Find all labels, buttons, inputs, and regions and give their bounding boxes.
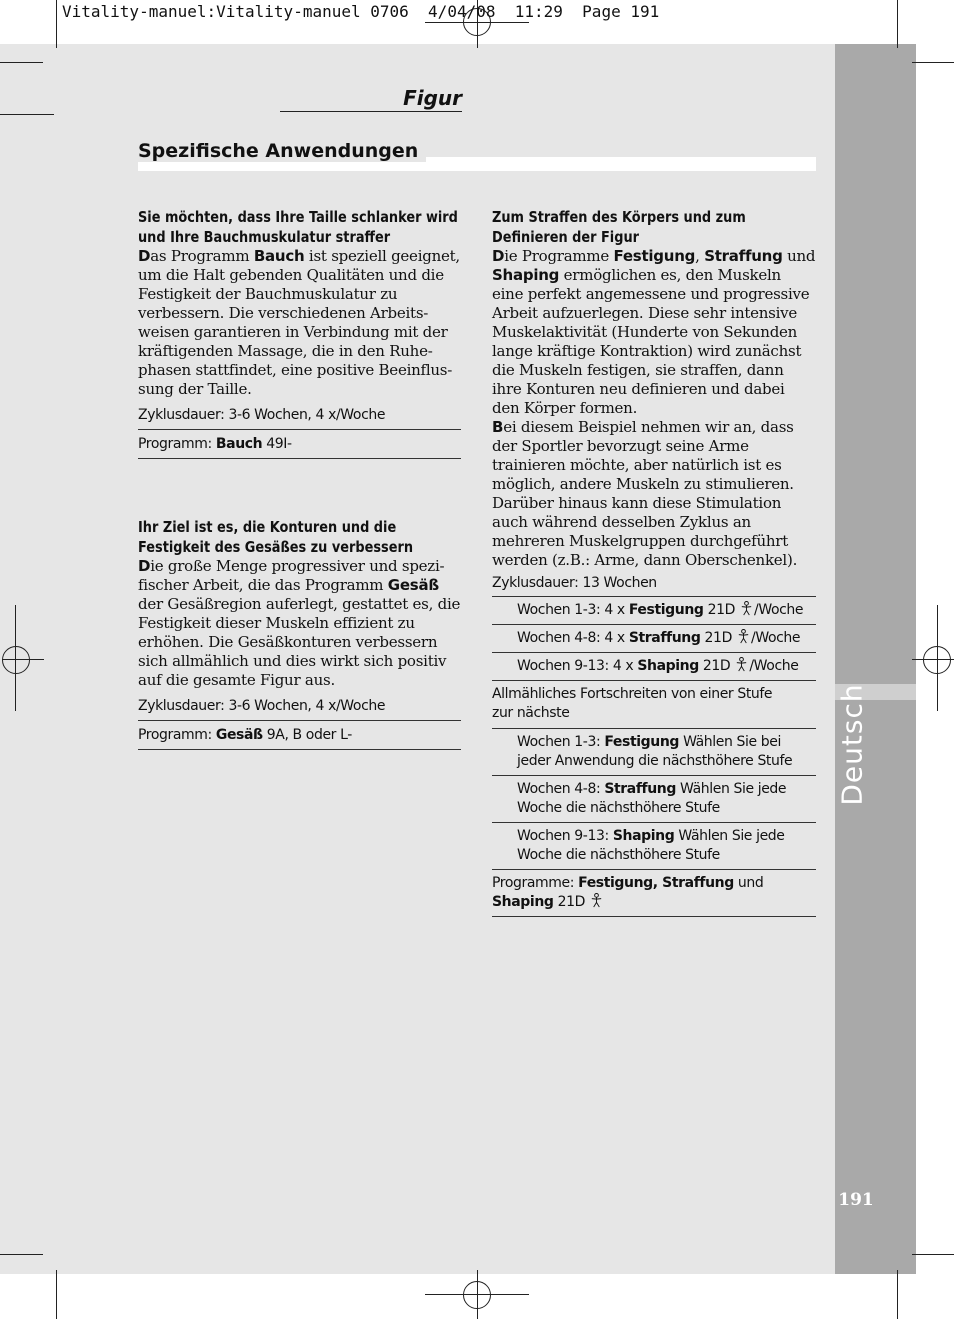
program-name: Straffung bbox=[604, 781, 676, 797]
crop-mark bbox=[912, 62, 954, 63]
registration-mark-icon bbox=[2, 646, 30, 674]
crop-mark bbox=[912, 1254, 954, 1255]
program-name: Shaping bbox=[637, 658, 699, 674]
drop-cap: B bbox=[492, 418, 504, 436]
right-column bbox=[492, 207, 816, 917]
crop-mark bbox=[897, 0, 898, 48]
program-name: Shaping bbox=[492, 894, 554, 910]
subheading: Spezifische Anwendungen bbox=[138, 140, 426, 162]
block-paragraph: Die Programme Festigung, Straffung und Shaping ermöglichen es, den Muskeln eine perfekt angemessene und progressive Arbeit aufzuerlegen. Diese sehr intensive Muskelaktivität (Hunderte von Sekunden lange kräftige Kontraktion) wird zunächst die Muskeln festigen, sie straffen, dann ihre Konturen neu definieren und dabei den Körper formen. bbox=[492, 247, 816, 417]
program-name: Straffung bbox=[704, 247, 783, 265]
program-name: Festigung, Straffung bbox=[578, 875, 734, 891]
block-paragraph: Die große Menge progressiver und spezi-fischer Arbeit, die das Programm Gesäß der Gesäßregion auferlegt, gestattet es, die Festigkeit dieser Muskeln effizient zu erhöhen. Die Gesäßkonturen verbessern sich allmählich und dies wirkt sich positiv auf die gesamte Figur aus. bbox=[138, 557, 461, 689]
progression-note: Allmähliches Fortschreiten von einer Stufe zur nächste bbox=[492, 686, 773, 721]
program-name: Shaping bbox=[492, 266, 560, 284]
schedule-list bbox=[492, 596, 816, 681]
program-name: Shaping bbox=[612, 828, 675, 844]
body-figure-icon bbox=[739, 601, 754, 616]
program-name: Gesäß bbox=[387, 576, 439, 594]
schedule-row: Wochen 1-3: 4 x Festigung 21D /Woche bbox=[492, 596, 816, 625]
cycle-duration: Zyklusdauer: 13 Wochen bbox=[492, 575, 657, 591]
language-tab-label: Deutsch bbox=[835, 682, 869, 806]
cycle-duration: Zyklusdauer: 3-6 Wochen, 4 x/Woche bbox=[138, 693, 461, 721]
block-heading: Sie möchten, dass Ihre Taille schlanker wird und Ihre Bauchmuskulatur straffer bbox=[138, 208, 458, 246]
program-name: Straffung bbox=[628, 630, 701, 646]
body-figure-icon bbox=[589, 893, 604, 908]
program-name: Bauch bbox=[215, 436, 263, 452]
drop-cap: D bbox=[492, 247, 505, 265]
program-name: Festigung bbox=[604, 734, 680, 750]
crop-mark bbox=[56, 1270, 57, 1319]
block-heading: Ihr Ziel ist es, die Konturen und die Festigkeit des Gesäßes zu verbessern bbox=[138, 518, 414, 556]
progression-row: Wochen 4-8: Straffung Wählen Sie jede Woche die nächsthöhere Stufe bbox=[492, 776, 816, 823]
program-line: Programm: Gesäß 9A, B oder L- bbox=[138, 721, 461, 750]
program-name: Festigung bbox=[613, 247, 696, 265]
drop-cap: D bbox=[138, 247, 151, 265]
progression-row: Wochen 9-13: Shaping Wählen Sie jede Woche die nächsthöhere Stufe bbox=[492, 823, 816, 870]
language-sidebar bbox=[835, 44, 916, 1274]
crop-mark bbox=[897, 1270, 898, 1319]
progression-row: Wochen 1-3: Festigung Wählen Sie bei jeder Anwendung die nächsthöhere Stufe bbox=[492, 728, 816, 776]
crop-mark bbox=[0, 62, 43, 63]
program-name: Festigung bbox=[628, 602, 704, 618]
page-number: 191 bbox=[838, 1190, 874, 1210]
block-paragraph: Das Programm Bauch ist speziell geeignet, um die Halt gebenden Qualitäten und die Festigkeit der Bauchmuskulatur zu verbessern. Die verschiedenen Arbeits-weisen garantieren in Verbindung mit der kräftigenden Massage, die in den Ruhe-phasen stattfindet, eine positive Beeinflus-sung der Taille. bbox=[138, 247, 460, 398]
spacer bbox=[138, 459, 461, 517]
print-header: Vitality-manuel:Vitality-manuel 0706 4/04/08 11:29 Page 191 bbox=[62, 2, 660, 21]
program-line: Programm: Bauch 49I- bbox=[138, 430, 461, 459]
crop-mark bbox=[56, 0, 57, 48]
schedule-row: Wochen 4-8: 4 x Straffung 21D /Woche bbox=[492, 625, 816, 653]
registration-mark-icon bbox=[923, 646, 951, 674]
schedule-row: Wochen 9-13: 4 x Shaping 21D /Woche bbox=[492, 653, 816, 681]
left-column bbox=[138, 207, 461, 750]
program-name: Gesäß bbox=[215, 727, 263, 743]
body-figure-icon bbox=[736, 629, 751, 644]
language-tab bbox=[822, 682, 882, 806]
program-name: Bauch bbox=[253, 247, 305, 265]
body-figure-icon bbox=[734, 657, 749, 672]
block-heading: Zum Straffen des Körpers und zum Definieren der Figur bbox=[492, 208, 746, 246]
registration-mark-icon bbox=[463, 1281, 491, 1309]
crop-mark bbox=[0, 114, 54, 115]
crop-mark bbox=[0, 1254, 43, 1255]
cycle-duration: Zyklusdauer: 3-6 Wochen, 4 x/Woche bbox=[138, 402, 461, 430]
programs-summary: Programme: Festigung, Straffung und Shaping 21D bbox=[492, 870, 816, 917]
progression-list bbox=[492, 728, 816, 870]
block-paragraph: Bei diesem Beispiel nehmen wir an, dass der Sportler bevorzugt seine Arme trainieren möchte, aber natürlich ist es möglich, andere Muskeln zu stimulieren. Darüber hinaus kann diese Stimulation auch während desselben Zyklus an mehreren Muskelgruppen durchgeführt werden (z.B.: Arme, dann Oberschenkel). bbox=[492, 418, 798, 569]
section-title: Figur bbox=[280, 86, 462, 112]
drop-cap: D bbox=[138, 557, 151, 575]
